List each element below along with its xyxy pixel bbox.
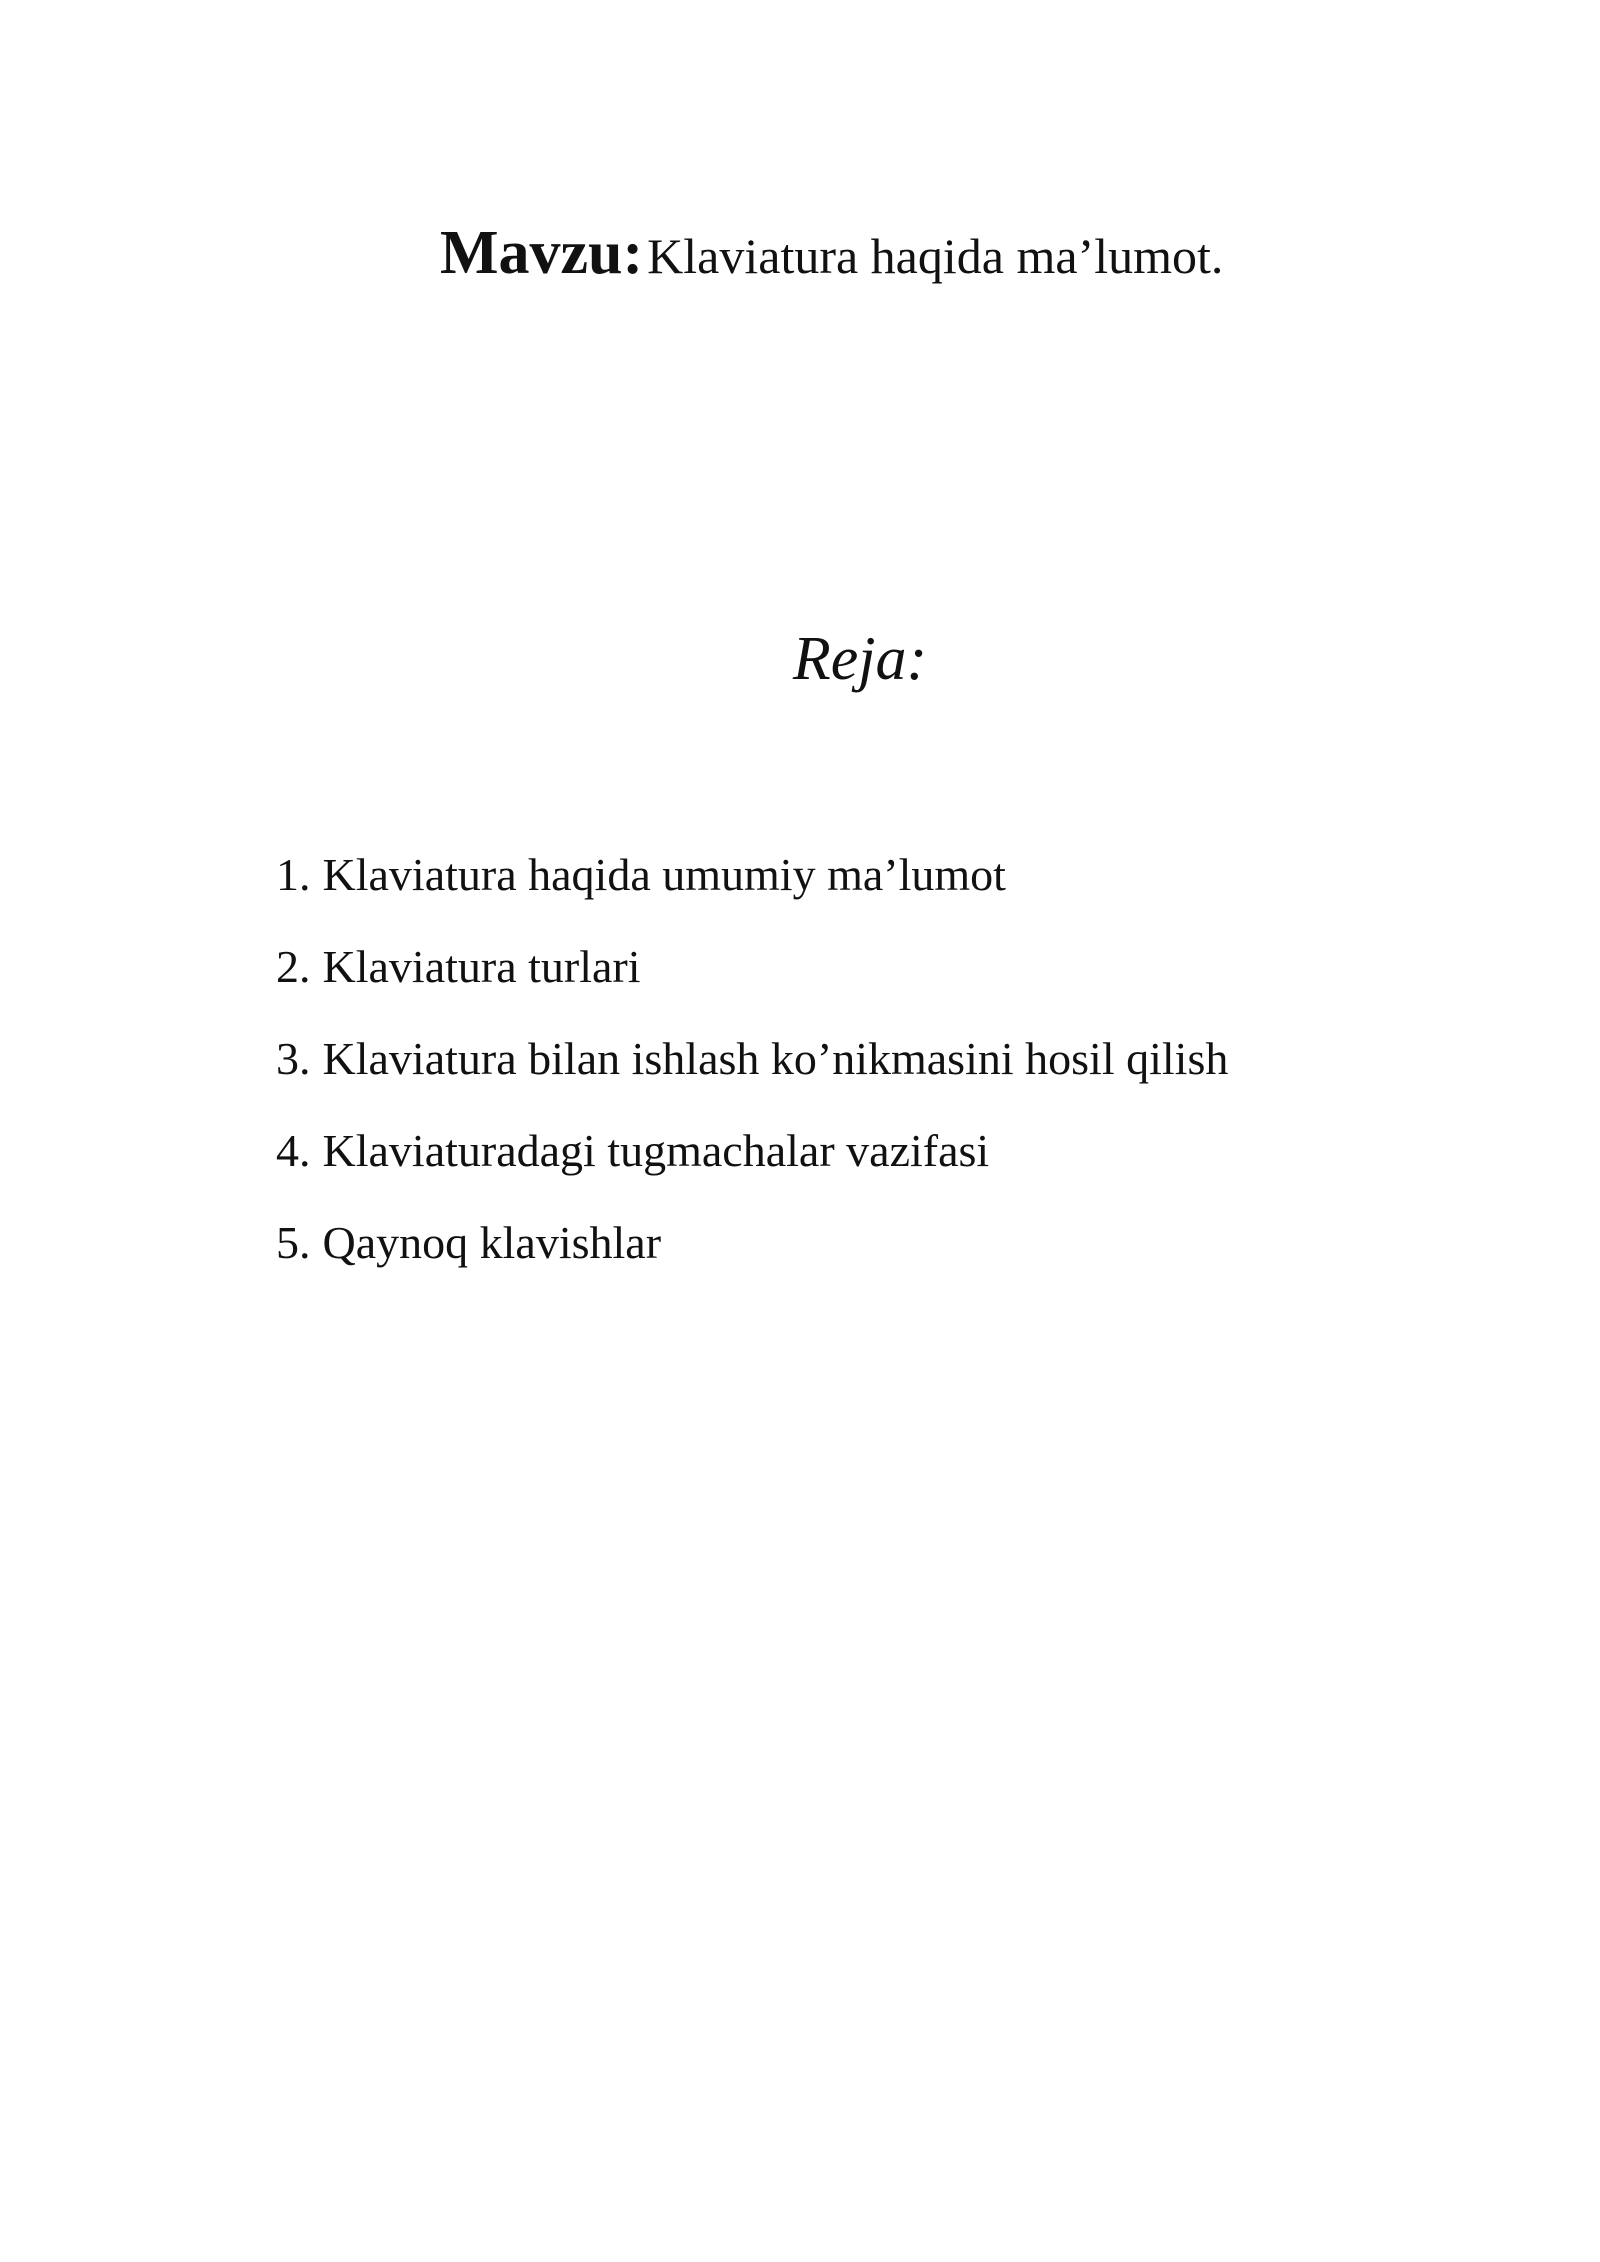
plan-item-3 [276, 1033, 1229, 1084]
plan-item-2 [276, 941, 1228, 992]
plan-list [276, 849, 1229, 1312]
topic-label: Mavzu: [440, 219, 644, 287]
plan-item-4 [276, 1125, 1228, 1176]
plan-item-text: Klaviatura haqida umumiy ma’lumot [322, 849, 1006, 900]
plan-item-text: Klaviatura bilan ishlash ko’nikmasini hosil qilish [322, 1033, 1229, 1084]
plan-item-number: 5. [276, 1217, 311, 1268]
plan-item-text: Klaviatura turlari [322, 941, 641, 992]
topic-title: Klaviatura haqida ma’lumot. [647, 228, 1224, 284]
plan-item-text: Qaynoq klavishlar [322, 1217, 662, 1268]
plan-item-number: 1. [276, 849, 311, 900]
plan-item-number: 4. [276, 1125, 311, 1176]
plan-heading: Reja: [792, 625, 928, 693]
plan-item-number: 3. [276, 1033, 311, 1084]
topic-line [440, 219, 1224, 287]
plan-item-text: Klaviaturadagi tugmachalar vazifasi [322, 1125, 990, 1176]
plan-item-number: 2. [276, 941, 311, 992]
plan-item-5 [276, 1217, 1228, 1268]
plan-item-1 [276, 849, 1228, 900]
